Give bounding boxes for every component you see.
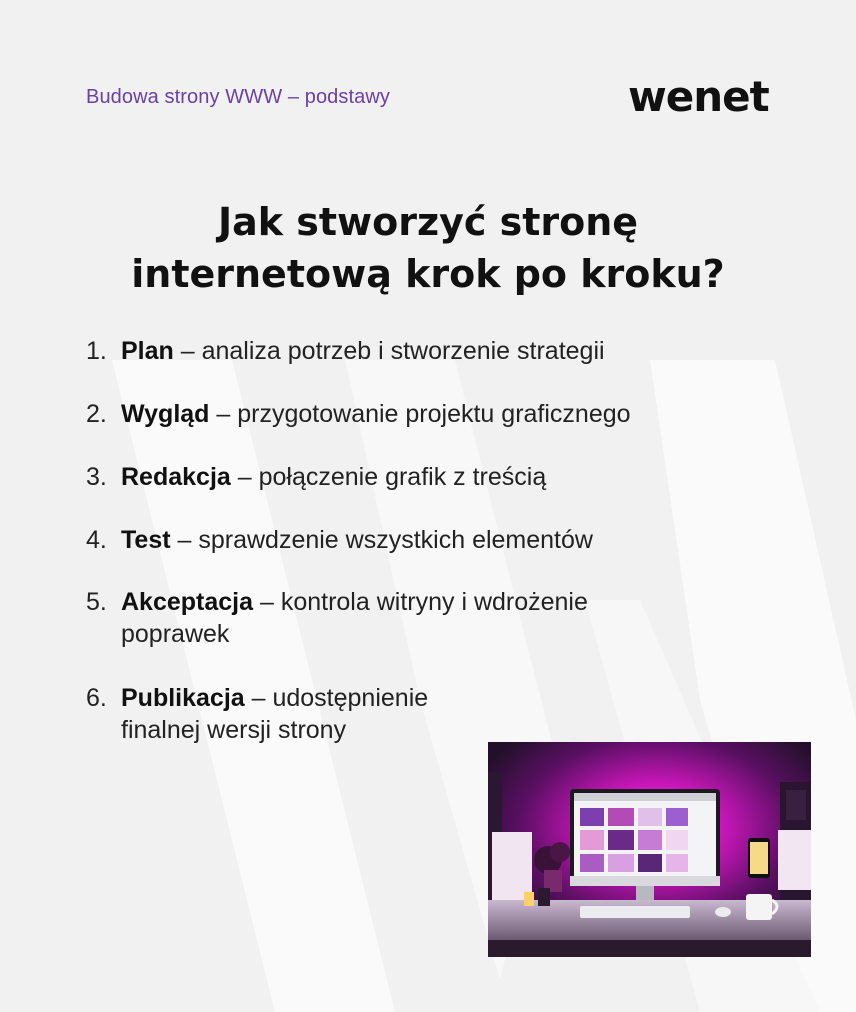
step-term: Publikacja [121, 684, 245, 712]
step-number: 6. [86, 684, 107, 712]
step-number: 1. [86, 337, 107, 365]
desk-setup-photo [488, 742, 811, 957]
step-term: Test [121, 526, 171, 554]
list-item-plan [86, 335, 746, 367]
list-item-akceptacja [86, 586, 676, 650]
list-item-wyglad [86, 398, 746, 430]
page-title-line-2: internetową krok po kroku? [131, 252, 725, 296]
step-term: Wygląd [121, 400, 210, 428]
page-title [0, 196, 856, 300]
page-title-line-1: Jak stworzyć stronę [217, 200, 639, 244]
step-number: 5. [86, 588, 107, 616]
step-description: – udostępnienie finalnej wersji strony [121, 684, 429, 744]
step-term: Plan [121, 337, 174, 365]
step-term: Akceptacja [121, 588, 254, 616]
wenet-logo: wenet [628, 72, 769, 121]
step-number: 2. [86, 400, 107, 428]
list-item-publikacja [86, 682, 506, 746]
list-item-redakcja [86, 461, 746, 493]
step-term: Redakcja [121, 463, 231, 491]
step-description: – sprawdzenie wszystkich elementów [170, 526, 593, 554]
step-number: 4. [86, 526, 107, 554]
step-description: – kontrola witryny i wdrożenie poprawek [121, 588, 588, 648]
step-description: – połączenie grafik z treścią [230, 463, 547, 491]
list-item-test [86, 524, 746, 556]
step-description: – przygotowanie projektu graficznego [209, 400, 631, 428]
page-subtitle: Budowa strony WWW – podstawy [86, 86, 391, 108]
step-description: – analiza potrzeb i stworzenie strategii [173, 337, 605, 365]
step-number: 3. [86, 463, 107, 491]
